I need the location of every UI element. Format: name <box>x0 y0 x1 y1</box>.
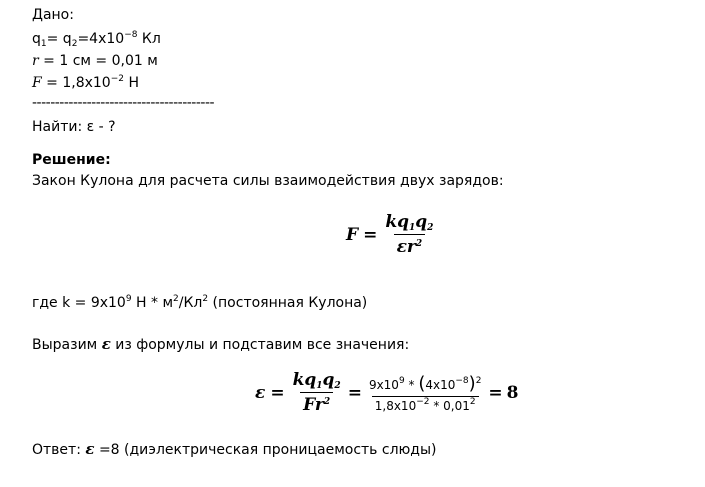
epsilon-formula: ε = $\frac{kq_1q_2}{Fr^2}$ = $\frac{9x10^9 * (4x10^{-8})^2}{1,8x10^{-2} * 0,01^2}$ = 8 <box>255 370 519 415</box>
given-heading: Дано: <box>32 7 74 23</box>
separator: ---------------------------------------- <box>32 95 215 111</box>
coulomb-formula: F = $\frac{kq_1q_2}{\varepsilon r^2}$ <box>346 212 436 257</box>
epsilon-fraction-symbolic: $\frac{kq_1q_2}{Fr^2}$ <box>292 370 341 415</box>
express-line: Выразим ε из формулы и подставим все значения: <box>32 335 410 353</box>
force-line: $F = 1,8x10^{-2}$ Н <box>32 74 139 91</box>
solution-heading: Решение: <box>32 152 111 168</box>
law-text: Закон Кулона для расчета силы взаимодействия двух зарядов: <box>32 173 504 189</box>
answer-line: Ответ: ε =8 (диэлектрическая проницаемость слюды) <box>32 440 437 458</box>
find-line: Найти: ε - ? <box>32 119 116 135</box>
epsilon-fraction-numeric: $\frac{9x10^9 * (4x10^{-8})^2}{1,8x10^{-2} * 0,01^2}$ <box>368 372 482 413</box>
distance-line: r = 1 см = 0,01 м <box>32 53 158 69</box>
k-constant-line: где $k = 9x10^9$ Н * $м^2/Кл^2$ (постоянная Кулона) <box>32 294 368 311</box>
coulomb-fraction: $\frac{kq_1q_2}{\varepsilon r^2}$ <box>385 212 434 257</box>
charge-line: $q_1= q_2=4x10^{-8}$ Кл <box>32 30 161 49</box>
